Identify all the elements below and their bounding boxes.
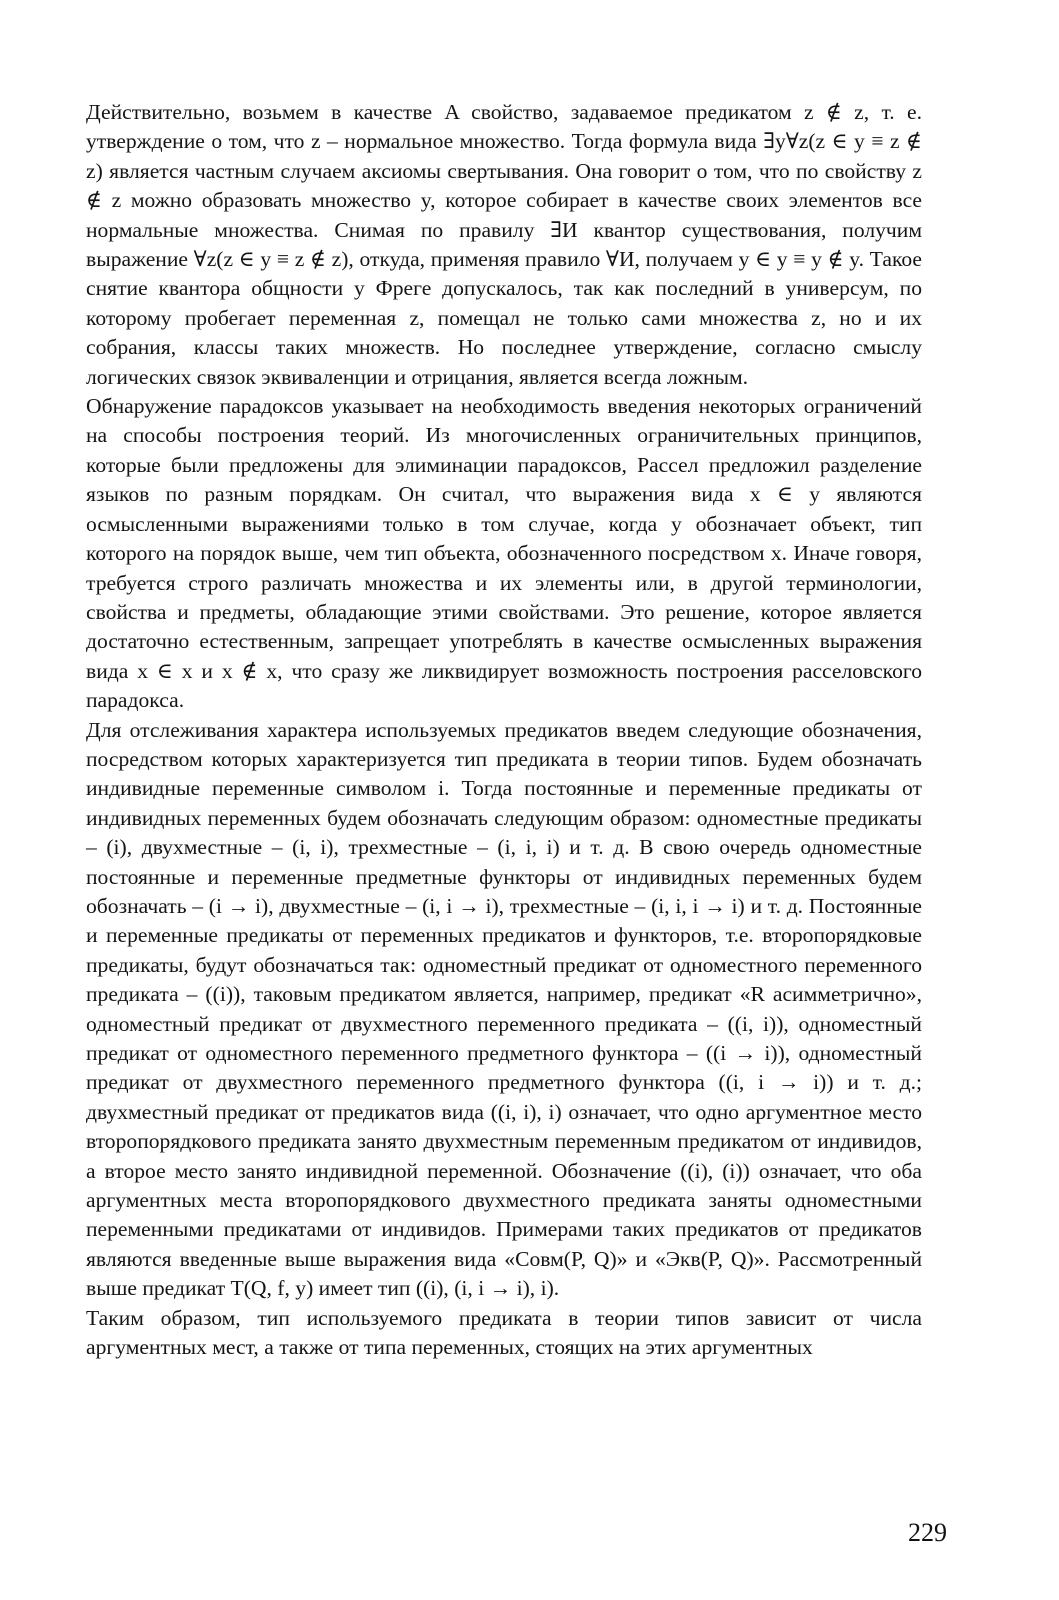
- paragraph-2: Обнаружение парадоксов указывает на необходимость введения некоторых ограничений на способы построения теорий. Из многочисленных ограничительных принципов, которые были предложены для элиминации парадоксов, Рассел предложил разделение языков по разным порядкам. Он считал, что выражения вида x ∈ y являются осмысленными выражениями только в том случае, когда y обозначает объект, тип которого на порядок выше, чем тип объекта, обозначенного посредством x. Иначе говоря, требуется строго различать множества и их элементы или, в другой терминологии, свойства и предметы, обладающие этими свойствами. Это решение, которое является достаточно естественным, запрещает употреблять в качестве осмысленных выражения вида x ∈ x и x ∉ x, что сразу же ликвидирует возможность построения расселовского парадокса.: [86, 394, 922, 713]
- page-number: 229: [908, 1518, 947, 1547]
- paragraph-4: Таким образом, тип используемого предиката в теории типов зависит от числа аргументных мест, а также от типа переменных, стоящих на этих аргументных: [86, 1305, 922, 1360]
- paragraph-3: Для отслеживания характера используемых предикатов введем следующие обозначения, посредством которых характеризуется тип предиката в теории типов. Будем обозначать индивидные переменные символом i. Тогда постоянные и переменные предикаты от индивидных переменных будем обозначать следующим образом: одноместные предикаты – (i), двухместные – (i, i), трехместные – (i, i, i) и т. д. В свою очередь одноместные постоянные и переменные предметные функторы от индивидных переменных будем обозначать – (i → i), двухместные – (i, i → i), трехместные – (i, i, i → i) и т. д. Постоянные и переменные предикаты от переменных предикатов и функторов, т.е. второпорядковые предикаты, будут обозначаться так: одноместный предикат от одноместного переменного предиката – ((i)), таковым предикатом является, например, предикат «R асимметрично», одноместный предикат от двухместного переменного предиката – ((i, i)), одноместный предикат от одноместного переменного предметного функтора – ((i → i)), одноместный предикат от двухместного переменного предметного функтора ((i, i → i)) и т. д.; двухместный предикат от предикатов вида ((i, i), i) означает, что одно аргументное место второпорядкового предиката занято двухместным переменным предикатом от индивидов, а второе место занято индивидной переменной. Обозначение ((i), (i)) означает, что оба аргументных места второпорядкового двухместного предиката заняты одноместными переменными предикатами от индивидов. Примерами таких предикатов от предикатов являются введенные выше выражения вида «Совм(P, Q)» и «Экв(P, Q)». Рассмотренный выше предикат T(Q, f, y) имеет тип ((i), (i, i → i), i).: [86, 717, 922, 1301]
- page-body: [86, 98, 922, 1362]
- paragraph-1: Действительно, возьмем в качестве A свойство, задаваемое предикатом z ∉ z, т. е. утверждение о том, что z – нормальное множество. Тогда формула вида ∃y∀z(z ∈ y ≡ z ∉ z) является частным случаем аксиомы свертывания. Она говорит о том, что по свойству z ∉ z можно образовать множество y, которое собирает в качестве своих элементов все нормальные множества. Снимая по правилу ∃И квантор существования, получим выражение ∀z(z ∈ y ≡ z ∉ z), откуда, применяя правило ∀И, получаем y ∈ y ≡ y ∉ y. Такое снятие квантора общности у Фреге допускалось, так как последний в универсум, по которому пробегает переменная z, помещал не только сами множества z, но и их собрания, классы таких множеств. Но последнее утверждение, согласно смыслу логических связок эквиваленции и отрицания, является всегда ложным.: [86, 100, 922, 389]
